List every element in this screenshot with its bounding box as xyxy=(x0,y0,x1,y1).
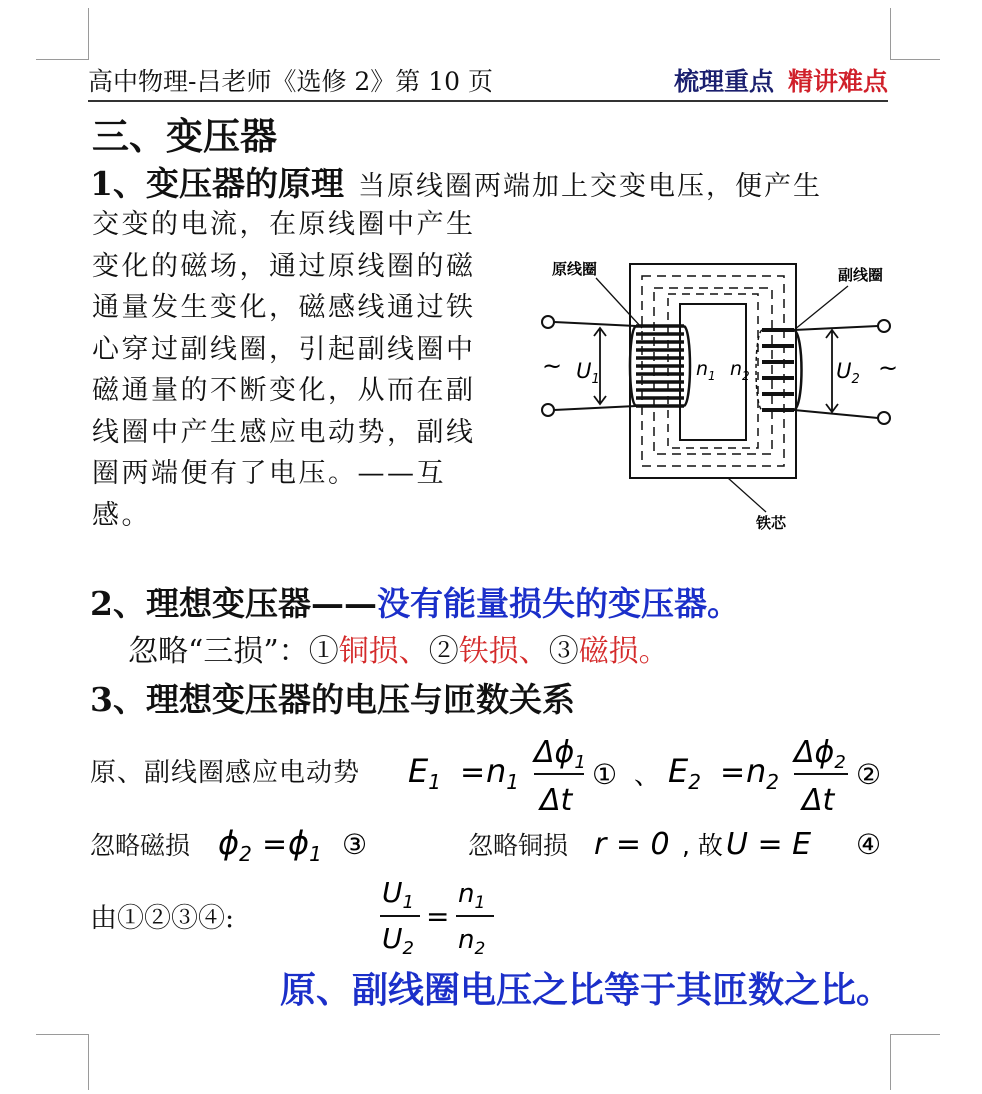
primary-coil-label: 原线圈 xyxy=(552,260,598,278)
dphi2-numerator: $\Delta\phi_2$ xyxy=(794,735,846,773)
principle-heading: 1、变压器的原理 xyxy=(90,164,344,203)
phi-equation xyxy=(216,818,386,874)
primary-terminal-bottom xyxy=(542,404,554,416)
u1-arrow xyxy=(594,328,606,404)
principle-body: 交变的电流，在原线圈中产生变化的磁场，通过原线圈的磁通量发生变化，磁感线通过铁心穿过副线圈，引起副线圈中磁通量的不断变化，从而在副线圈中产生感应电动势，副线圈两端便有了电压。——互感。 xyxy=(92,209,476,531)
eq-sign-2: = xyxy=(720,755,746,790)
section-title: 三、变压器 xyxy=(92,114,277,158)
secondary-coil-label: 副线圈 xyxy=(838,266,884,284)
ignore-magnetic-label: 忽略磁损 xyxy=(90,831,191,860)
header-keyword-1: 梳理重点 xyxy=(673,67,774,96)
loss-magnetic: 磁损。 xyxy=(578,634,669,669)
ratio-n2: $n_2$ xyxy=(458,925,486,959)
n2-symbol: $n_2$ xyxy=(746,752,780,794)
ratio-u1: $U_1$ xyxy=(382,876,414,913)
secondary-terminal-top xyxy=(878,320,890,332)
emf-equations xyxy=(400,724,900,824)
mark-2: ② xyxy=(856,758,882,791)
phi2-symbol: $\phi_2$ xyxy=(218,824,252,866)
header-keyword-2: 精讲难点 xyxy=(787,67,888,96)
u2-label: $U_2$ xyxy=(836,359,860,387)
crop-mark xyxy=(890,1034,940,1035)
mark-1: ① xyxy=(592,758,618,791)
header-title: 高中物理-吕老师《选修 2》第 10 页 xyxy=(88,67,494,96)
ignore-prefix: 忽略“三损”： xyxy=(128,634,309,669)
ac-symbol-left: ~ xyxy=(542,352,563,380)
crop-mark xyxy=(890,59,940,60)
so-label: , 故 xyxy=(682,831,723,860)
e2-symbol: $E_2$ xyxy=(668,752,701,794)
secondary-coil xyxy=(756,330,802,410)
eq-sign-1: = xyxy=(460,755,486,790)
n1-symbol: $n_1$ xyxy=(486,752,520,794)
ac-symbol-right: ~ xyxy=(878,354,899,382)
from-label: 由①②③④: xyxy=(90,903,235,934)
mark-4: ④ xyxy=(856,828,882,861)
crop-mark xyxy=(36,1034,88,1035)
loss3-num: ③ xyxy=(548,634,579,669)
e1-symbol: $E_1$ xyxy=(408,752,441,794)
n2-label: $n_2$ xyxy=(730,358,750,383)
conclusion: 原、副线圈电压之比等于其匝数之比。 xyxy=(280,969,893,1011)
page-header xyxy=(88,60,888,102)
loss2-num: ② xyxy=(428,634,459,669)
header-keywords xyxy=(674,62,888,98)
crop-mark xyxy=(36,59,88,60)
eq-sign-3: = xyxy=(262,827,288,862)
relation-heading: 3、理想变压器的电压与匝数关系 xyxy=(90,680,575,719)
three-losses-row xyxy=(128,626,669,670)
crop-mark xyxy=(890,8,891,60)
ratio-eq-sign: = xyxy=(426,900,450,933)
equation-separator: 、 xyxy=(634,761,661,791)
ideal-heading-row xyxy=(90,578,740,625)
secondary-terminal-bottom xyxy=(878,412,890,424)
dt-denominator-2: Δt xyxy=(802,783,835,818)
core-label: 铁芯 xyxy=(756,514,787,532)
dphi1-numerator: $\Delta\phi_1$ xyxy=(534,735,586,773)
primary-terminal-top xyxy=(542,316,554,328)
emf-label: 原、副线圈感应电动势 xyxy=(90,758,361,788)
transformer-diagram xyxy=(530,250,910,540)
crop-mark xyxy=(890,1034,891,1090)
copper-equation xyxy=(592,818,892,874)
phi1-symbol: $\phi_1$ xyxy=(288,824,322,866)
ideal-heading: 2、理想变压器—— xyxy=(90,584,377,623)
ideal-definition: 没有能量损失的变压器。 xyxy=(376,584,740,623)
ratio-n1: $n_1$ xyxy=(458,879,486,913)
crop-mark xyxy=(88,1034,89,1090)
ratio-u2: $U_2$ xyxy=(382,922,414,959)
dt-denominator-1: Δt xyxy=(540,783,573,818)
crop-mark xyxy=(88,8,89,60)
loss-copper: 铜损、 xyxy=(338,634,429,669)
n1-label: $n_1$ xyxy=(696,358,716,383)
loss1-num: ① xyxy=(308,634,339,669)
principle-heading-row xyxy=(90,158,822,205)
r-equals-zero: r = 0 xyxy=(594,827,670,862)
principle-lead: 当原线圈两端加上交变电压，便产生 xyxy=(357,171,822,202)
mark-3: ③ xyxy=(342,828,368,861)
ignore-copper-label: 忽略铜损 xyxy=(468,831,569,860)
loss-iron: 铁损、 xyxy=(458,634,549,669)
u-equals-e: U = E xyxy=(726,827,812,862)
ratio-equation xyxy=(376,872,506,964)
u1-label: $U_1$ xyxy=(576,359,600,387)
